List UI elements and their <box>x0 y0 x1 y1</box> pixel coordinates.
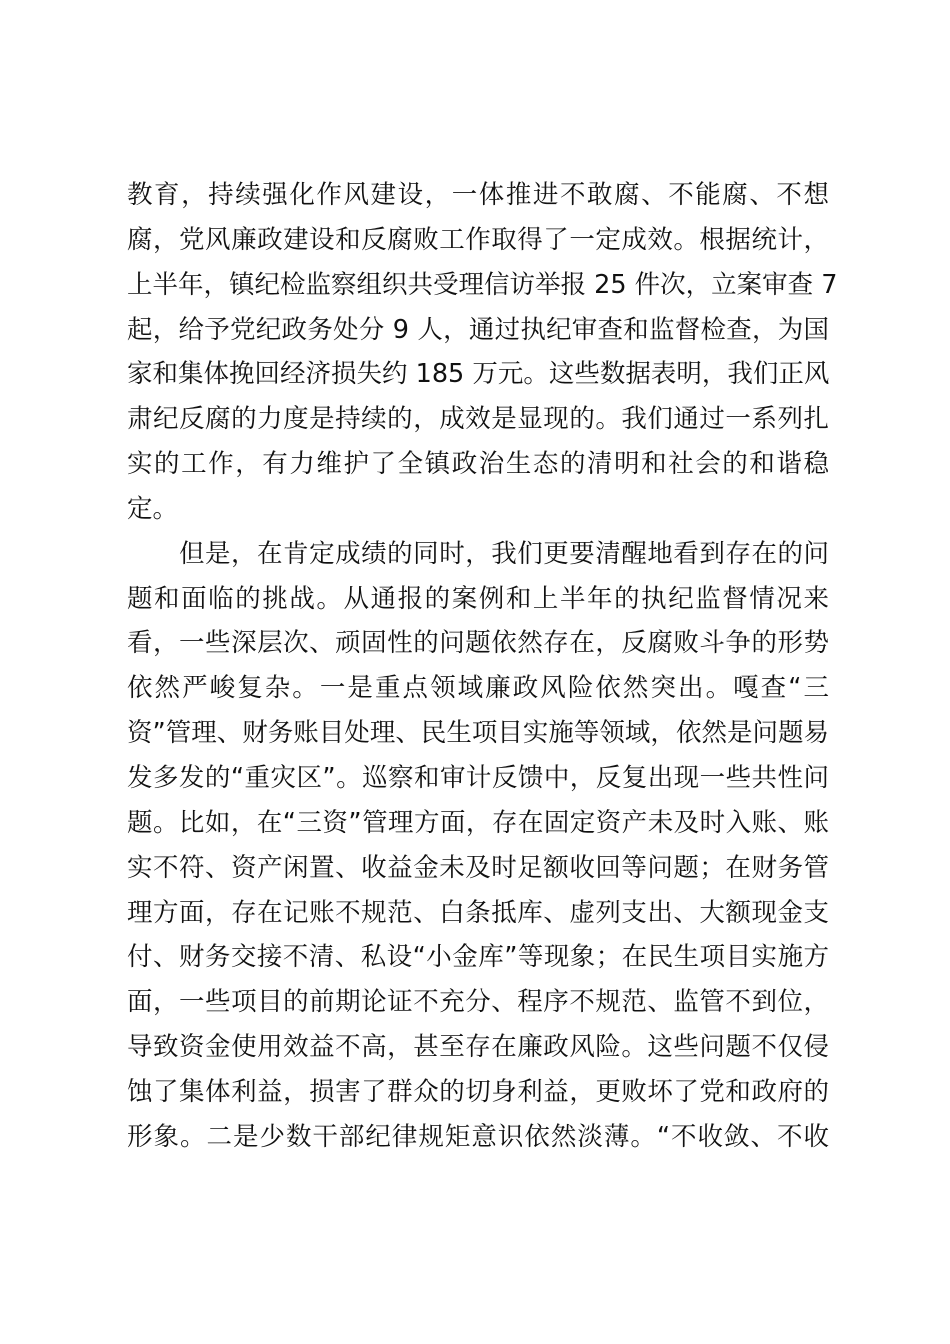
text-line: 家和集体挽回经济损失约 185 万元。这些数据表明，我们正风 <box>127 359 830 390</box>
text-line: 腐，党风廉政建设和反腐败工作取得了一定成效。根据统计， <box>127 224 829 255</box>
text-line: 教育，持续强化作风建设，一体推进不敢腐、不能腐、不想 <box>127 180 829 210</box>
text-line: 实不符、资产闲置、收益金未及时足额收回等问题；在财务管 <box>127 852 829 883</box>
text-line: 依然严峻复杂。一是重点领域廉政风险依然突出。嘎查“三 <box>127 673 829 704</box>
text-line: 导致资金使用效益不高，甚至存在廉政风险。这些问题不仅侵 <box>127 1032 829 1063</box>
text-line: 面，一些项目的前期论证不充分、程序不规范、监管不到位， <box>127 987 829 1018</box>
text-line: 形象。二是少数干部纪律规矩意识依然淡薄。“不收敛、不收 <box>127 1121 829 1152</box>
text-line: 题。比如，在“三资”管理方面，存在固定资产未及时入账、账 <box>127 807 829 838</box>
paragraph <box>127 173 838 532</box>
body-text <box>127 173 838 1160</box>
text-line: 看，一些深层次、顽固性的问题依然存在，反腐败斗争的形势 <box>127 628 829 659</box>
text-line: 理方面，存在记账不规范、白条抵库、虚列支出、大额现金支 <box>127 897 829 928</box>
text-line: 肃纪反腐的力度是持续的，成效是显现的。我们通过一系列扎 <box>127 404 829 435</box>
text-line: 付、财务交接不清、私设“小金库”等现象；在民生项目实施方 <box>127 942 829 973</box>
text-line: 定。 <box>127 493 179 524</box>
text-line: 发多发的“重灾区”。巡察和审计反馈中，反复出现一些共性问 <box>127 762 829 793</box>
text-line: 资”管理、财务账目处理、民生项目实施等领域，依然是问题易 <box>127 718 829 749</box>
text-line: 上半年，镇纪检监察组织共受理信访举报 25 件次，立案审查 7 <box>127 269 838 300</box>
text-line: 实的工作，有力维护了全镇政治生态的清明和社会的和谐稳 <box>127 449 829 480</box>
paragraph <box>127 532 829 1160</box>
text-line: 题和面临的挑战。从通报的案例和上半年的执纪监督情况来 <box>127 583 829 614</box>
text-line: 起，给予党纪政务处分 9 人，通过执纪审查和监督检查，为国 <box>127 314 829 345</box>
text-line: 但是，在肯定成绩的同时，我们更要清醒地看到存在的问 <box>179 538 829 569</box>
text-line: 蚀了集体利益，损害了群众的切身利益，更败坏了党和政府的 <box>127 1076 829 1107</box>
